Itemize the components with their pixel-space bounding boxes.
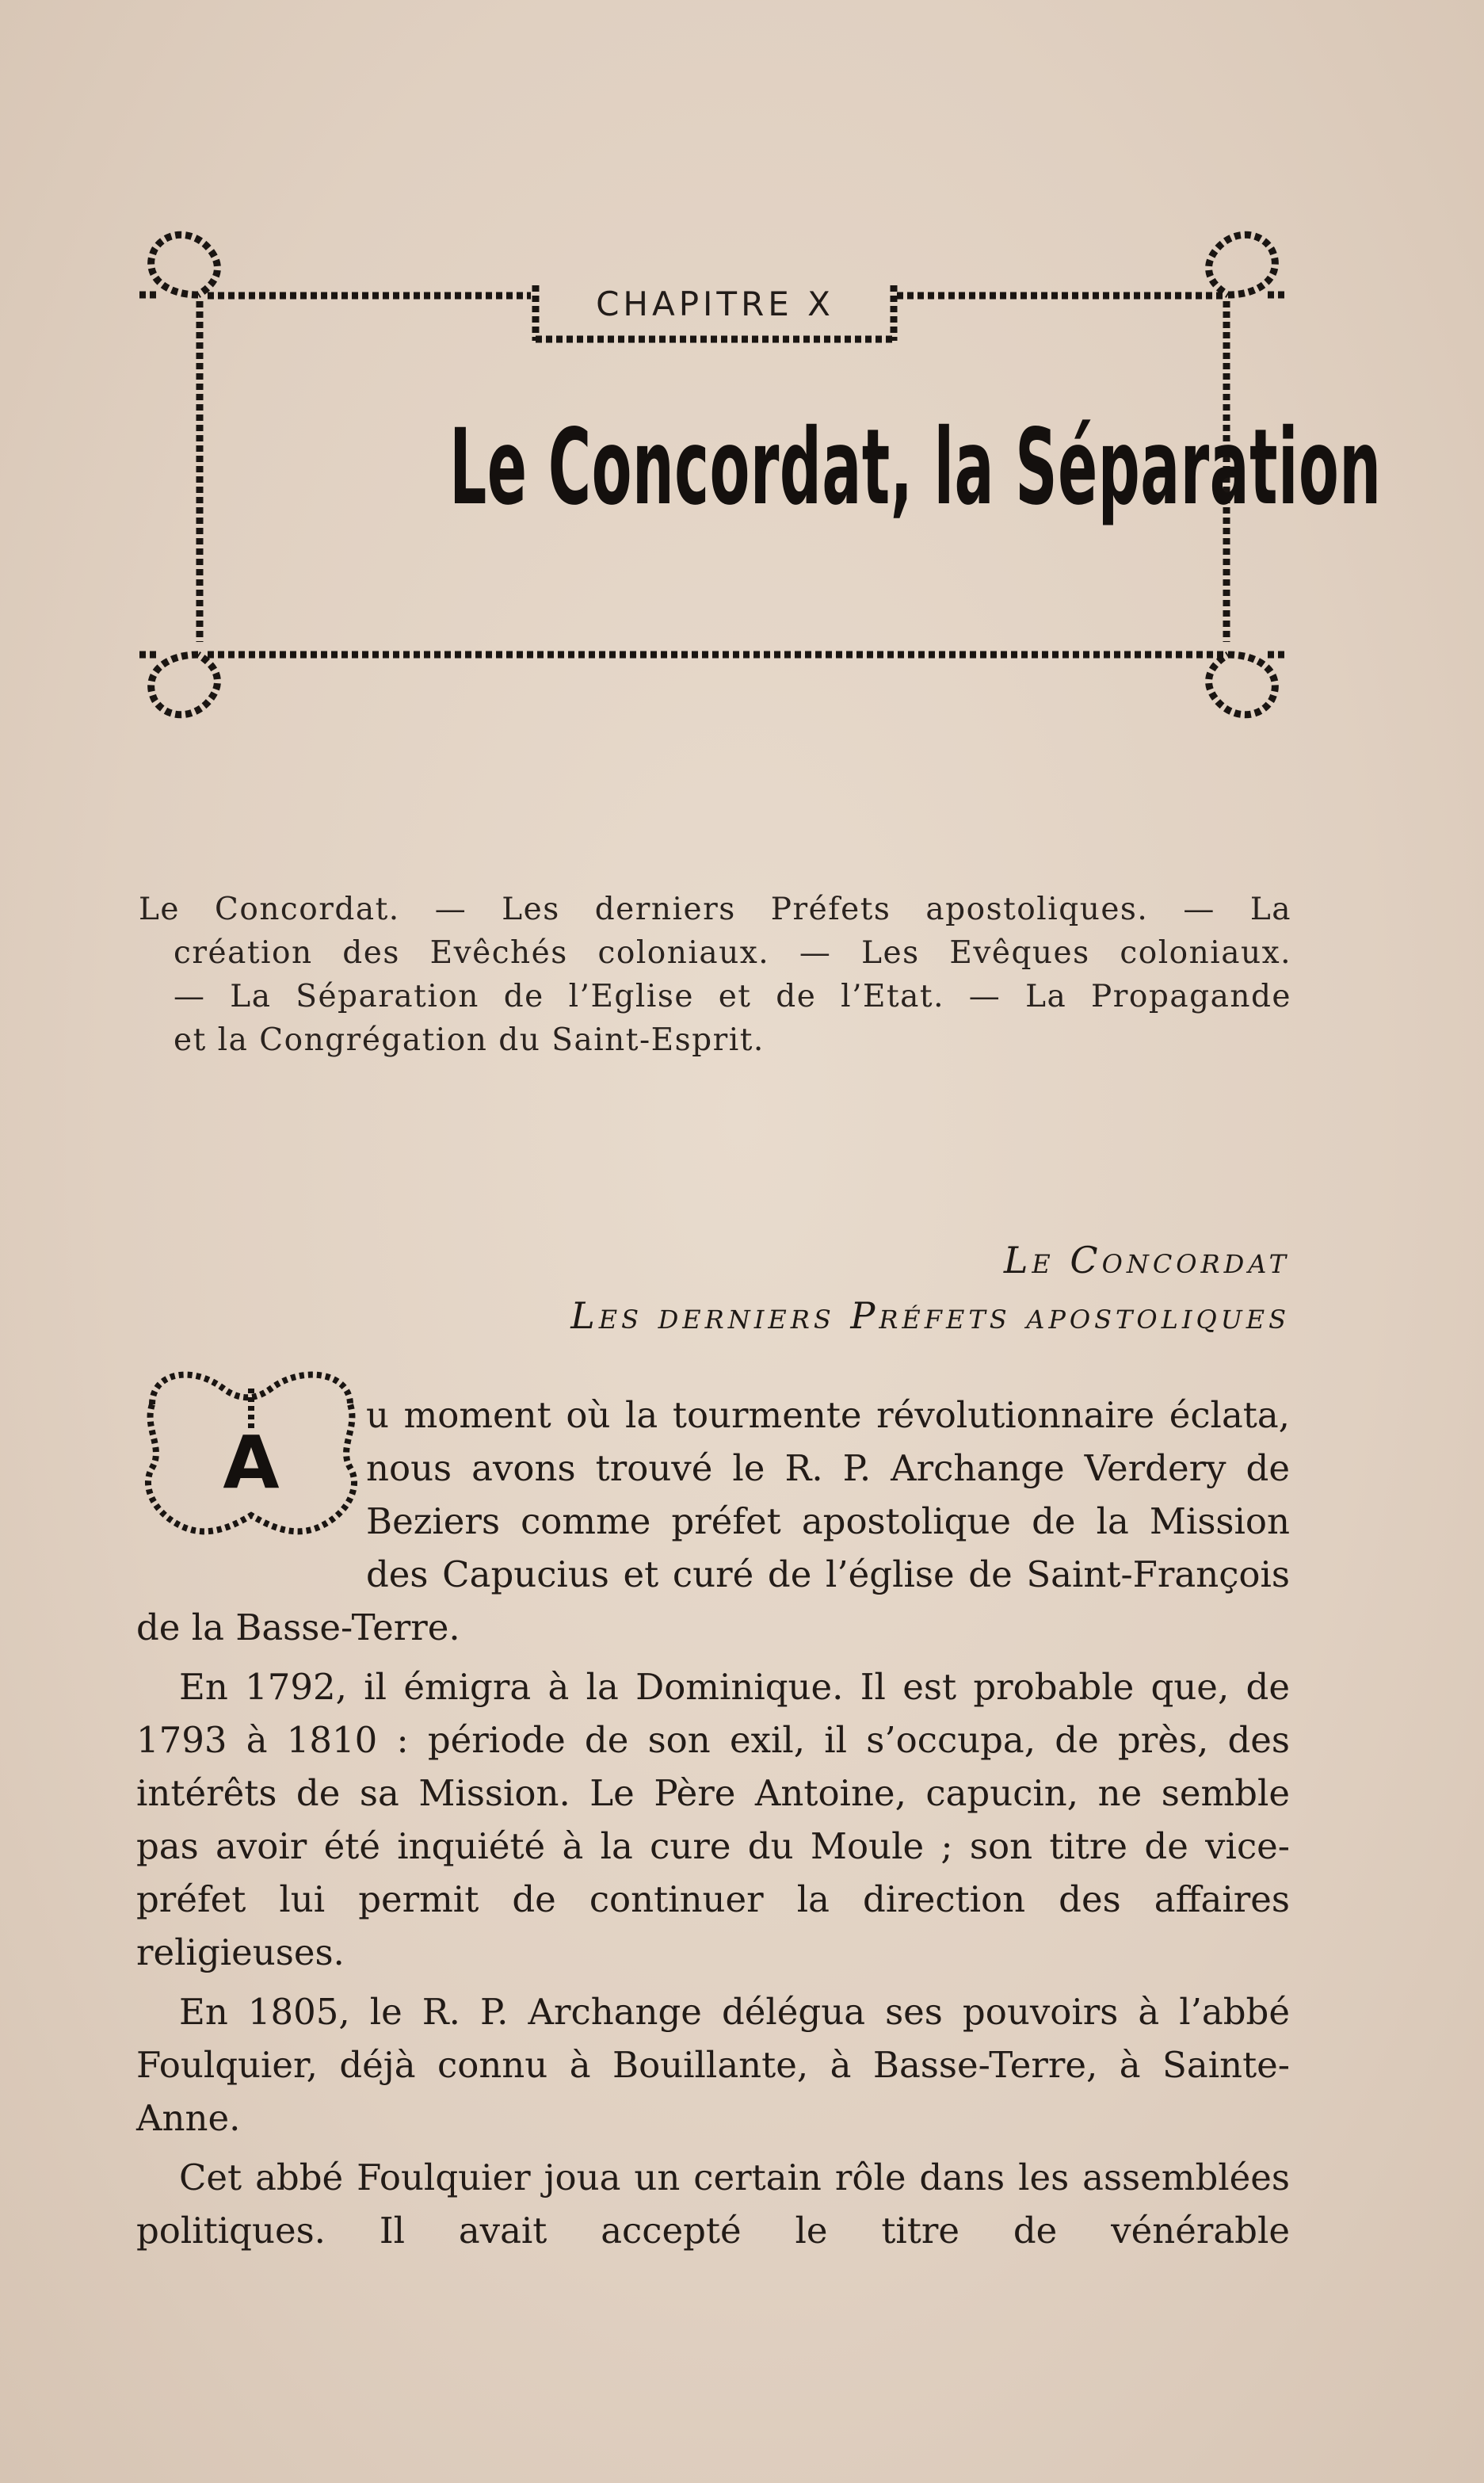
body-text <box>136 1389 1290 2276</box>
section-heading-line-2: Les derniers Préfets apostoliques <box>570 1294 1290 1337</box>
paragraph: Cet abbé Foulquier joua un certain rôle dans les assemblées politiques. Il avait accepté le titre de vénérable <box>136 2156 1290 2252</box>
ornamental-drop-cap <box>136 1357 366 1563</box>
summary-line: — La Séparation de l’Eglise et de l’Etat. — La Propagande <box>174 979 1291 1014</box>
section-heading-line-1: Le Concordat <box>1003 1239 1290 1282</box>
summary-line: Le Concordat. — Les derniers Préfets apostoliques. — La <box>139 892 1291 927</box>
paragraph: En 1805, le R. P. Archange délégua ses pouvoirs à l’abbé Foulquier, déjà connu à Bouillante, à Basse-Terre, à Sainte-Anne. <box>136 1991 1290 2139</box>
section-heading <box>570 1232 1290 1343</box>
drop-cap-letter: A <box>223 1420 280 1505</box>
chapter-summary <box>139 888 1291 1062</box>
chapter-number: CHAPITRE X <box>596 285 834 323</box>
paragraph <box>136 1389 1290 1654</box>
summary-line: création des Evêchés coloniaux. — Les Evêques coloniaux. <box>174 935 1291 971</box>
chapter-title: Le Concordat, la Séparation <box>449 407 1382 529</box>
paragraph-text: u moment où la tourmente révolutionnaire éclata, nous avons trouvé le R. P. Archange Verdery de Beziers comme préfet apostolique de la Mission des Capucius et curé de l’église de Saint-François de la Basse-Terre. <box>136 1394 1290 1648</box>
summary-line: et la Congrégation du Saint-Esprit. <box>174 1022 765 1058</box>
paragraph: En 1792, il émigra à la Dominique. Il est probable que, de 1793 à 1810 : période de son exil, il s’occupa, de près, des intérêts de sa Mission. Le Père Antoine, capucin, ne semble pas avoir été inquiété à la cure du Moule ; son titre de vice-préfet lui permit de continuer la direction des affaires religieuses. <box>136 1666 1290 1973</box>
